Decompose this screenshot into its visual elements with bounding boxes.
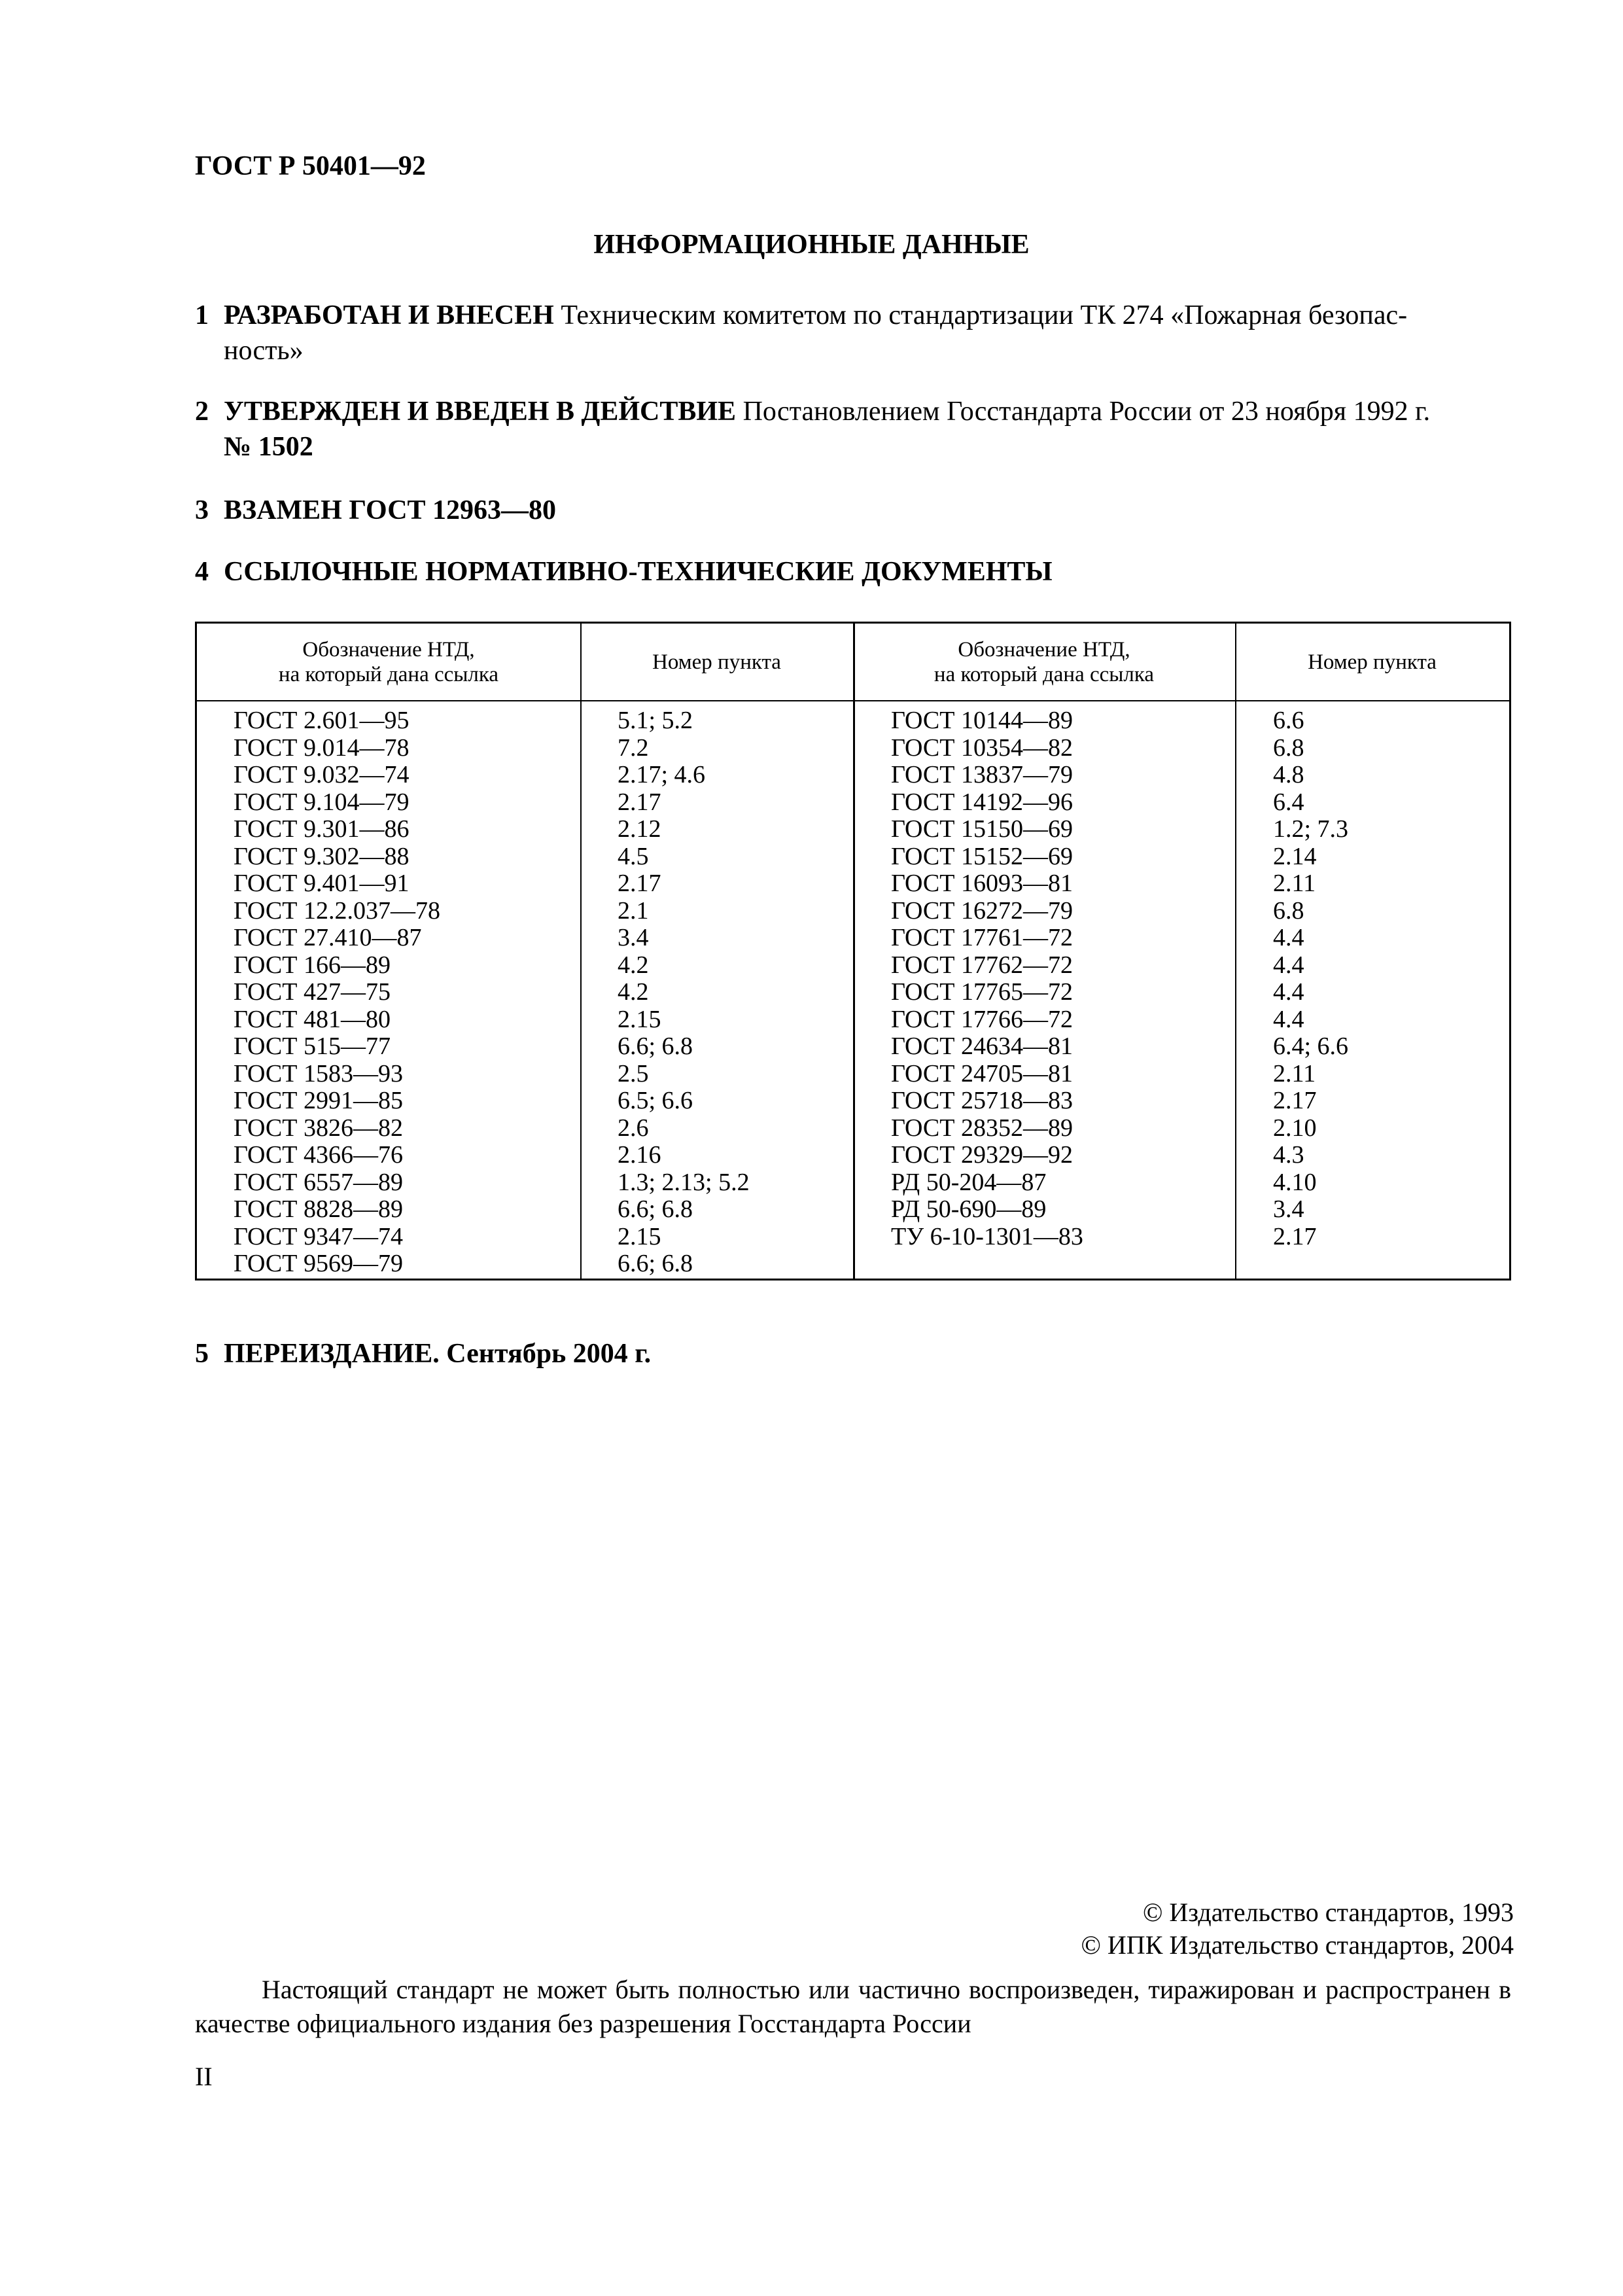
table-cell-designation: ГОСТ 9.104—79 [234, 788, 410, 816]
right-designation-column [891, 707, 1083, 1250]
table-cell-designation: ГОСТ 9.301—86 [234, 815, 410, 843]
header-clause-right: Номер пункта [1308, 650, 1437, 674]
table-cell-designation: РД 50-690—89 [891, 1195, 1047, 1223]
table-cell-clause: 3.4 [618, 924, 649, 951]
table-cell-designation: ГОСТ 16093—81 [891, 870, 1073, 897]
table-cell-clause: 4.5 [618, 842, 649, 870]
table-cell-designation: ГОСТ 17762—72 [891, 951, 1073, 979]
table-cell-designation: ГОСТ 2991—85 [234, 1087, 403, 1114]
table-cell-designation: ГОСТ 29329—92 [891, 1141, 1073, 1169]
table-cell-designation: ГОСТ 9.014—78 [234, 733, 410, 762]
table-cell-clause: 6.6 [1273, 707, 1304, 734]
item-number: 4 [195, 557, 209, 587]
item-text-continuation: № 1502 [224, 432, 313, 462]
table-cell-clause: 2.5 [618, 1059, 649, 1087]
table-cell-designation: ГОСТ 28352—89 [891, 1114, 1073, 1142]
column-divider [1235, 624, 1236, 1279]
table-cell-designation: ГОСТ 24634—81 [891, 1033, 1073, 1060]
table-cell-clause: 2.17; 4.6 [618, 761, 706, 788]
table-cell-clause: 2.11 [1273, 870, 1316, 897]
table-cell-designation: ГОСТ 17766—72 [891, 1005, 1073, 1033]
table-cell-clause: 2.6 [618, 1114, 649, 1142]
copyright-block [1081, 1896, 1514, 1962]
item-number: 2 [195, 397, 209, 427]
table-cell-designation: ГОСТ 515—77 [234, 1033, 391, 1060]
table-cell-designation: ГОСТ 1583—93 [234, 1059, 403, 1087]
table-cell-clause: 2.12 [618, 815, 661, 843]
table-cell-clause: 2.17 [1273, 1222, 1317, 1250]
table-cell-clause: 2.16 [618, 1141, 661, 1169]
item-text-continuation: ность» [224, 336, 304, 366]
header-divider [197, 700, 1509, 701]
item-heading: УТВЕРЖДЕН И ВВЕДЕН В ДЕЙСТВИЕ [224, 397, 737, 427]
table-cell-designation: ГОСТ 17765—72 [891, 978, 1073, 1006]
table-cell-clause: 2.10 [1273, 1114, 1317, 1142]
table-cell-designation: ГОСТ 3826—82 [234, 1114, 403, 1142]
left-clause-column [618, 707, 750, 1278]
table-cell-designation: ГОСТ 481—80 [234, 1005, 391, 1033]
table-cell-designation: РД 50-204—87 [891, 1168, 1047, 1196]
item-number: 1 [195, 300, 209, 330]
table-cell-designation: ТУ 6-10-1301—83 [891, 1222, 1083, 1250]
document-number-header: ГОСТ Р 50401—92 [195, 151, 426, 181]
table-cell-designation: ГОСТ 13837—79 [891, 761, 1073, 788]
header-designation-left: Обозначение НТД, на который дана ссылка [278, 637, 499, 686]
table-cell-clause: 4.8 [1273, 761, 1304, 788]
info-item-references [195, 554, 1497, 590]
table-cell-designation: ГОСТ 9.032—74 [234, 761, 410, 788]
table-cell-designation: ГОСТ 4366—76 [234, 1141, 403, 1169]
table-cell-designation: ГОСТ 9.302—88 [234, 842, 410, 870]
table-cell-clause: 4.2 [618, 978, 649, 1006]
table-cell-designation: ГОСТ 12.2.037—78 [234, 896, 440, 925]
table-cell-clause: 4.2 [618, 951, 649, 979]
item-heading: ССЫЛОЧНЫЕ НОРМАТИВНО-ТЕХНИЧЕСКИЕ ДОКУМЕНТЫ [224, 557, 1053, 587]
table-cell-clause: 2.17 [1273, 1087, 1317, 1114]
column-divider [580, 624, 582, 1279]
table-cell-clause: 4.4 [1273, 978, 1304, 1006]
table-cell-designation: ГОСТ 2.601—95 [234, 707, 410, 734]
table-cell-clause: 6.4; 6.6 [1273, 1033, 1349, 1060]
right-clause-column [1273, 707, 1348, 1250]
table-cell-designation: ГОСТ 16272—79 [891, 896, 1073, 925]
info-item-reissue [195, 1336, 1497, 1371]
table-cell-designation: ГОСТ 25718—83 [891, 1087, 1073, 1114]
table-cell-designation: ГОСТ 15152—69 [891, 842, 1073, 870]
table-cell-clause: 6.8 [1273, 896, 1304, 925]
table-cell-clause: 6.8 [1273, 733, 1304, 762]
item-heading: ПЕРЕИЗДАНИЕ. [224, 1339, 440, 1369]
reference-documents-table [195, 622, 1511, 1280]
table-cell-clause: 1.2; 7.3 [1273, 815, 1349, 843]
table-cell-clause: 4.4 [1273, 1005, 1304, 1033]
table-cell-clause: 5.1; 5.2 [618, 707, 693, 734]
table-cell-designation: ГОСТ 6557—89 [234, 1168, 403, 1196]
page-number: II [195, 2062, 213, 2091]
section-title: ИНФОРМАЦИОННЫЕ ДАННЫЕ [593, 230, 1030, 260]
copyright-line: © Издательство стандартов, 1993 [1142, 1898, 1514, 1927]
table-cell-clause: 2.1 [618, 896, 649, 925]
item-number: 3 [195, 495, 209, 525]
table-cell-designation: ГОСТ 14192—96 [891, 788, 1073, 816]
table-cell-designation: ГОСТ 8828—89 [234, 1195, 403, 1223]
table-cell-designation: ГОСТ 9.401—91 [234, 870, 410, 897]
left-designation-column [234, 707, 440, 1278]
item-text: Постановлением Госстандарта России от 23 ноября 1992 г. [736, 397, 1431, 427]
header-clause-left: Номер пункта [652, 650, 781, 674]
table-cell-clause: 2.15 [618, 1005, 661, 1033]
table-cell-designation: ГОСТ 15150—69 [891, 815, 1073, 843]
table-cell-clause: 4.4 [1273, 924, 1304, 951]
column-divider [853, 624, 855, 1279]
item-number: 5 [195, 1339, 209, 1369]
table-cell-designation: ГОСТ 9569—79 [234, 1250, 403, 1277]
table-cell-clause: 2.14 [1273, 842, 1317, 870]
table-cell-clause: 2.17 [618, 788, 661, 816]
table-cell-designation: ГОСТ 10354—82 [891, 733, 1073, 762]
item-heading: РАЗРАБОТАН И ВНЕСЕН [224, 300, 554, 330]
table-cell-designation: ГОСТ 24705—81 [891, 1059, 1073, 1087]
table-cell-designation: ГОСТ 10144—89 [891, 707, 1073, 734]
table-cell-clause: 3.4 [1273, 1195, 1304, 1223]
info-item-replaces [195, 493, 1497, 528]
info-item-approved [195, 394, 1497, 465]
copyright-line: © ИПК Издательство стандартов, 2004 [1081, 1930, 1514, 1960]
table-cell-designation: ГОСТ 427—75 [234, 978, 391, 1006]
table-cell-designation: ГОСТ 166—89 [234, 951, 391, 979]
table-cell-clause: 2.15 [618, 1222, 661, 1250]
item-text: Техническим комитетом по стандартизации ТК 274 «Пожарная безопас- [553, 300, 1408, 330]
table-cell-clause: 2.11 [1273, 1059, 1316, 1087]
table-cell-designation: ГОСТ 9347—74 [234, 1222, 403, 1250]
table-cell-clause: 6.5; 6.6 [618, 1087, 693, 1114]
table-cell-designation: ГОСТ 27.410—87 [234, 924, 422, 951]
table-cell-clause: 1.3; 2.13; 5.2 [618, 1168, 750, 1196]
table-cell-clause: 6.6; 6.8 [618, 1195, 693, 1223]
table-cell-clause: 2.17 [618, 870, 661, 897]
item-text: Сентябрь 2004 г. [439, 1339, 652, 1369]
reproduction-notice: Настоящий стандарт не может быть полностью или частично воспроизведен, тиражирован и распространен в качестве официального издания без разрешения Госстандарта России [195, 1975, 1511, 2038]
table-cell-clause: 6.4 [1273, 788, 1304, 816]
table-cell-clause: 4.10 [1273, 1168, 1317, 1196]
info-item-developed [195, 298, 1497, 368]
table-cell-clause: 4.3 [1273, 1141, 1304, 1169]
item-heading: ВЗАМЕН ГОСТ 12963—80 [224, 495, 557, 525]
table-cell-clause: 4.4 [1273, 951, 1304, 979]
table-cell-designation: ГОСТ 17761—72 [891, 924, 1073, 951]
table-cell-clause: 7.2 [618, 733, 649, 762]
header-designation-right: Обозначение НТД, на который дана ссылка [934, 637, 1155, 686]
table-cell-clause: 6.6; 6.8 [618, 1250, 693, 1277]
table-cell-clause: 6.6; 6.8 [618, 1033, 693, 1060]
